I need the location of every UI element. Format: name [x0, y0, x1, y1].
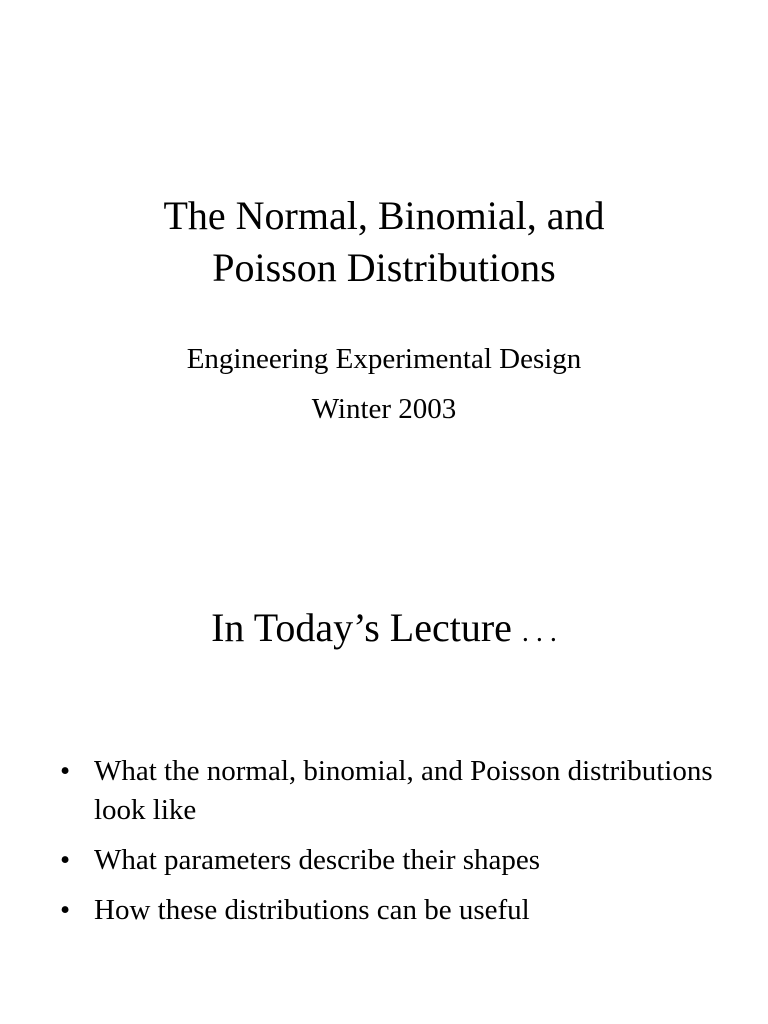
list-item [58, 841, 738, 880]
lecture-overview-slide [0, 512, 768, 1024]
lecture-heading [0, 603, 768, 658]
slide-subtitle [0, 334, 768, 434]
lecture-heading-text: In Today’s Lecture [211, 605, 512, 650]
list-item [58, 752, 738, 830]
term: Winter 2003 [311, 393, 457, 425]
slide-title [0, 190, 768, 294]
bullet-text: How these distributions can be useful [94, 894, 530, 926]
bullet-icon: • [60, 894, 71, 926]
bullet-list [58, 752, 738, 941]
course-name: Engineering Experimental Design [186, 343, 582, 375]
title-line-2: Poisson Distributions [212, 245, 556, 290]
lecture-heading-ellipsis: . . . [521, 617, 557, 648]
title-line-1: The Normal, Binomial, and [163, 193, 605, 238]
bullet-text: What the normal, binomial, and Poisson distributions look like [94, 755, 713, 826]
bullet-icon: • [60, 844, 71, 876]
bullet-icon: • [60, 755, 71, 787]
bullet-text: What parameters describe their shapes [94, 844, 541, 876]
list-item [58, 891, 738, 930]
